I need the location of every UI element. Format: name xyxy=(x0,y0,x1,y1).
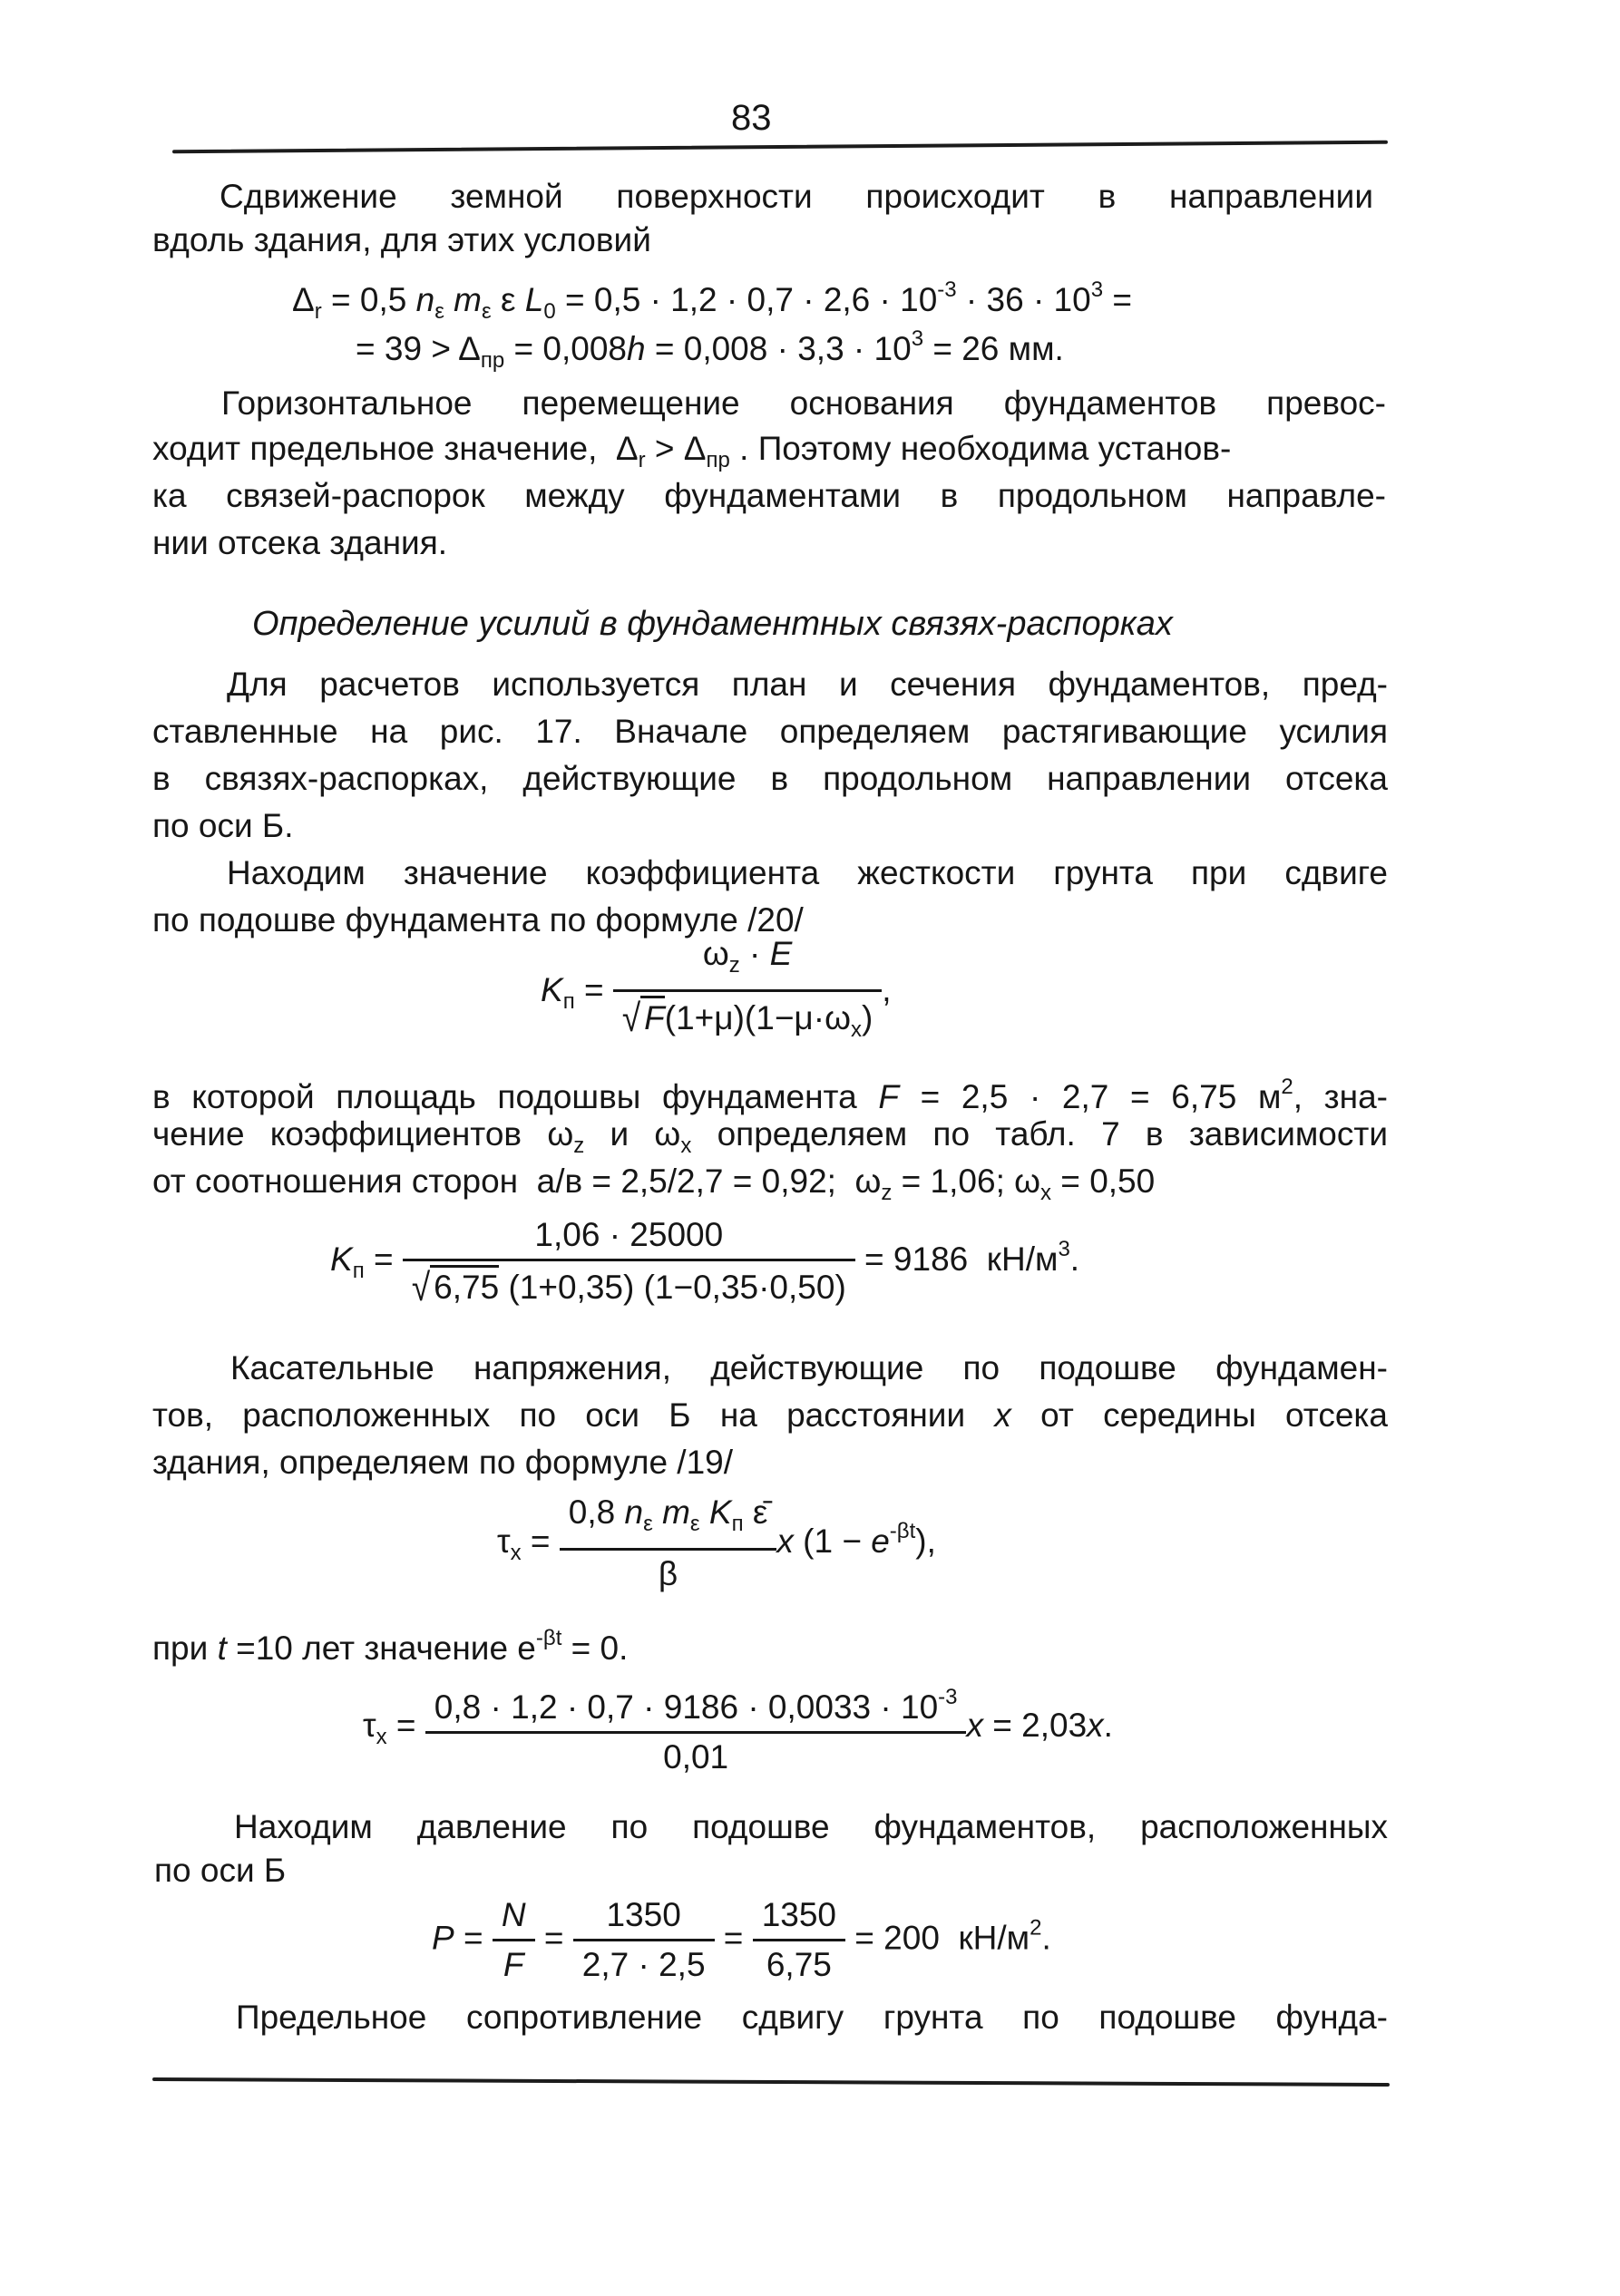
paragraph-5-line-1: в которой площадь подошвы фундамента F = 2,5 · 2,7 = 6,75 $м^2$, зна- xyxy=(152,1075,1388,1115)
section-heading: Определение усилий в фундаментных связях-распорках xyxy=(252,605,1173,643)
pressure-f2-den: 2,7 · 2,5 xyxy=(581,1946,706,1983)
formula-tau-value: $\tau_x$ = $\frac{0,8 \cdot 1,2 \cdot 0,7 \cdot 9186 \cdot 0,0033 \cdot 10^{-3}}{0,01}$ x = 2,03x. xyxy=(363,1678,1113,1777)
paragraph-6-line-1: Касательные напряжения, действующие по подошве фундамен- xyxy=(230,1349,1388,1386)
paragraph-1-line-2: вдоль здания, для этих условий xyxy=(152,221,651,258)
paragraph-5-line-2: чение коэффициентов $\omega_z$ и $\omega_x$ определяем по табл. 7 в зависимости xyxy=(152,1115,1389,1158)
paragraph-3-line-3: в связях-распорках, действующие в продольном направлении отсека xyxy=(152,760,1388,797)
formula-kn-value: $K_п$ = $\frac{1,06 \cdot 25000}{√ 6,75 (1+0,35) (1-0,35\cdot 0,50)}$ = 9186 $кН/м^3$. xyxy=(330,1216,1080,1309)
paragraph-6-line-3: здания, определяем по формуле /19/ xyxy=(152,1444,734,1481)
pressure-f2-num: 1350 xyxy=(573,1895,715,1941)
formula-pressure: P = $\frac{N}{F}$ = $\frac{1350}{2,7 \cdot 2,5}$ = $\frac{1350}{6,75}$ = 200 $кН/м^2$. xyxy=(432,1896,1051,1983)
equation-delta-r-line-1: $\Delta_r = 0,5$ $n_\varepsilon$ $m_\varepsilon$ ε $L_0 = 0,5 \cdot 1,2 \cdot 0,7 \cdot 2,6 \cdot 10^{-3} \cdot 36 \cdot 10^3$ = xyxy=(292,277,1132,324)
paragraph-2-line-1: Горизонтальное перемещение основания фундаментов превос- xyxy=(221,384,1386,422)
top-rule xyxy=(172,141,1388,154)
paragraph-3-line-4: по оси Б. xyxy=(152,807,294,844)
paragraph-8-line-1: Находим давление по подошве фундаментов, расположенных xyxy=(234,1808,1388,1845)
paragraph-9: Предельное сопротивление сдвигу грунта по подошве фунда- xyxy=(236,1999,1388,2036)
paragraph-8-line-2: по оси Б xyxy=(154,1852,287,1889)
paragraph-7: при t =10 лет значение $e^{-\beta t} = 0$. xyxy=(152,1626,629,1667)
paragraph-3-line-1: Для расчетов используется план и сечения фундаментов, пред- xyxy=(227,666,1388,703)
paragraph-4-line-1: Находим значение коэффициента жесткости грунта при сдвиге xyxy=(227,854,1388,891)
bottom-rule xyxy=(152,2077,1390,2087)
paragraph-5-line-3: от соотношения сторон а/в = 2,5/2,7 = 0,92; $\omega_z = 1,06$; $\omega_x = 0,50$ xyxy=(152,1163,1156,1205)
equation-delta-r-line-2: = $39 > \Delta_{пр} = 0,008h = 0,008 \cdot 3,3 \cdot 10^3 = 26$ мм. xyxy=(356,326,1064,373)
paragraph-2-line-3: ка связей-распорок между фундаментами в продольном направле- xyxy=(152,477,1386,514)
pressure-f3-den: 6,75 xyxy=(766,1946,832,1983)
paragraph-4-line-2: по подошве фундамента по формуле /20/ xyxy=(152,901,804,939)
pressure-f1-num: N xyxy=(493,1895,535,1941)
formula-tau: $\tau_x$ = $\frac{0,8 n_\varepsilon m_\varepsilon K_п \varepsilon̄}{\beta}$ x $(1 - e^{-\beta t})$, xyxy=(497,1493,936,1592)
page-number: 83 xyxy=(731,98,772,138)
paragraph-2-line-2: ходит предельное значение, $\Delta_r > \Delta_{пр}$ . Поэтому необходима установ- xyxy=(152,430,1232,472)
pressure-f1-den: F xyxy=(503,1946,524,1983)
paragraph-3-line-2: ставленные на рис. 17. Вначале определяем растягивающие усилия xyxy=(152,713,1388,750)
pressure-f3-num: 1350 xyxy=(753,1895,845,1941)
paragraph-6-line-2: тов, расположенных по оси Б на расстоянии x от середины отсека xyxy=(152,1396,1388,1434)
formula-kn: $K_п$ = $\frac{\omega_z \cdot E}{√ F(1+\mu)(1-\mu\cdot\omega_x)}$ , xyxy=(541,935,892,1042)
paragraph-2-line-4: нии отсека здания. xyxy=(152,524,448,561)
paragraph-1-line-1: Сдвижение земной поверхности происходит в направлении xyxy=(220,178,1373,215)
